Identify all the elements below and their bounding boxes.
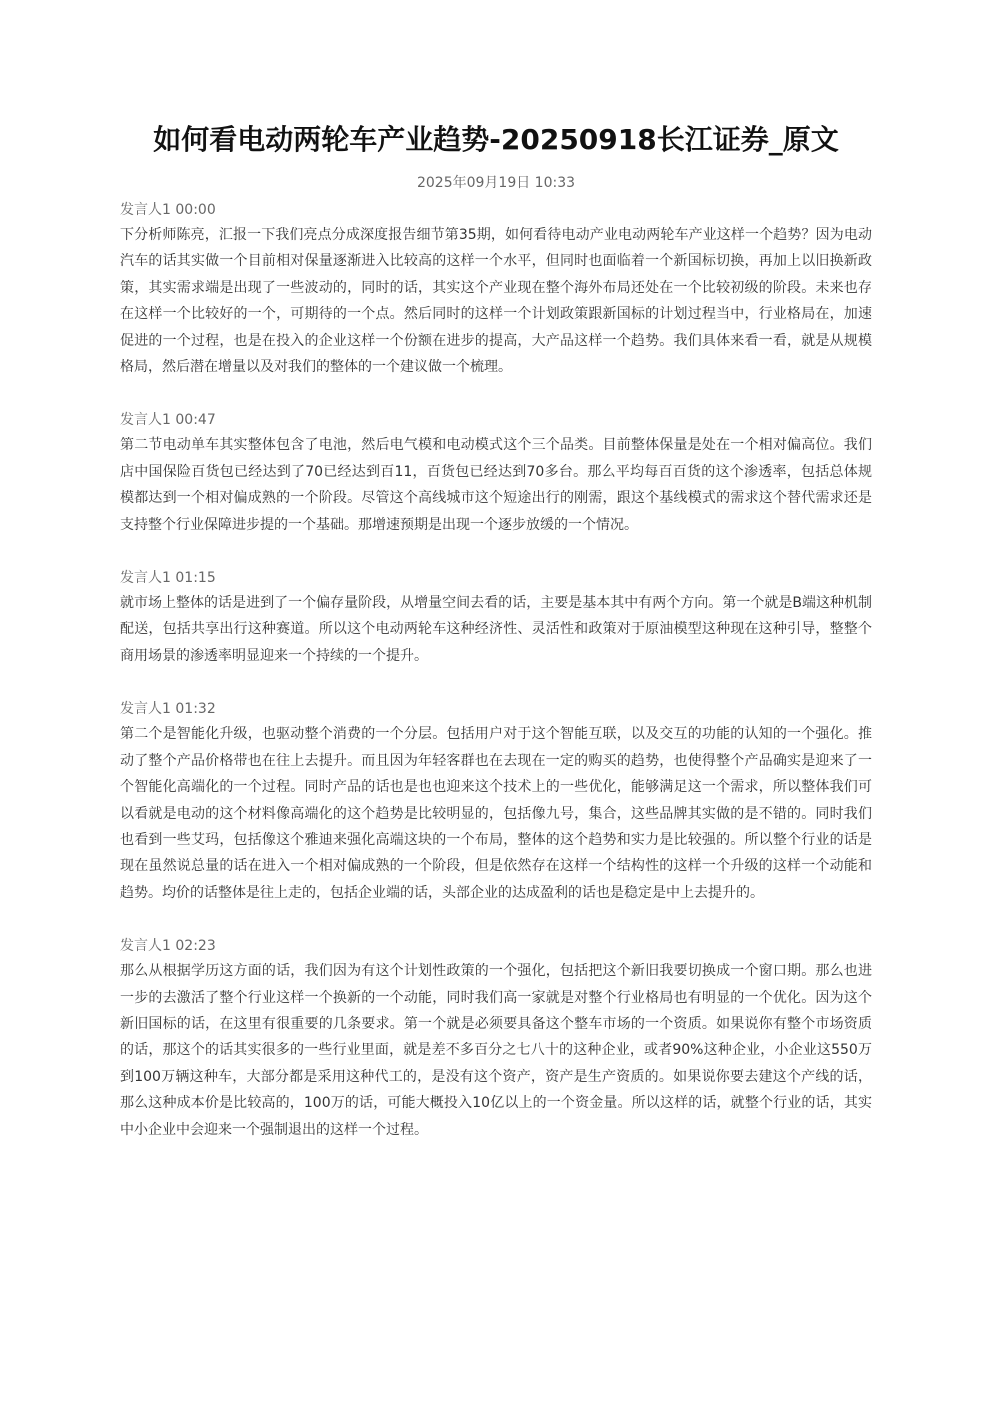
document-date: 2025年09月19日 10:33	[416, 175, 576, 191]
document-title: 如何看电动两轮车产业趋势-20250918长江证券_原文	[153, 123, 839, 156]
speaker-header	[120, 566, 872, 590]
segment-text: 那么从根据学历这方面的话，我们因为有这个计划性政策的一个强化，包括把这个新旧我要切换成一个窗口期。那么也进一步的去激活了整个行业这样一个换新的一个动能，同时我们高一家就是对整个行业格局也有明显的一个优化。因为这个新旧国标的话，在这里有很重要的几条要求。第一个就是必须要具备这个整车市场的一个资质。如果说你有整个市场资质的话，那这个的话其实很多的一些行业里面，就是差不多百分之七八十的这种企业，或者90%这种企业，小企业这550万到100万辆这种车，大部分都是采用这种代工的，是没有这个资产，资产是生产资质的。如果说你要去建这个产线的话，那么这种成本价是比较高的，100万的话，可能大概投入10亿以上的一个资金量。所以这样的话，就整个行业的话，其实中小企业中会迎来一个强制退出的这样一个过程。	[120, 963, 872, 1138]
transcript-segment	[120, 697, 872, 906]
transcript-segment	[120, 566, 872, 669]
speaker-timestamp: 00:47	[175, 412, 216, 429]
speaker-name: 发言人1	[120, 701, 171, 718]
speaker-header	[120, 934, 872, 958]
speaker-name: 发言人1	[120, 412, 171, 429]
speaker-name: 发言人1	[120, 938, 171, 955]
speaker-name: 发言人1	[120, 570, 171, 587]
segment-text: 就市场上整体的话是进到了一个偏存量阶段，从增量空间去看的话，主要是基本其中有两个方向。第一个就是B端这种机制配送，包括共享出行这种赛道。所以这个电动两轮车这种经济性、灵活性和政策对于原油模型这种现在这种引导，整整个商用场景的渗透率明显迎来一个持续的一个提升。	[120, 595, 872, 664]
speaker-timestamp: 01:32	[175, 701, 216, 718]
speaker-timestamp: 00:00	[175, 202, 216, 218]
speaker-header	[120, 697, 872, 721]
speaker-name: 发言人1	[120, 202, 171, 218]
speaker-header	[120, 408, 872, 432]
segment-text: 下分析师陈亮，汇报一下我们亮点分成深度报告细节第35期，如何看待电动产业电动两轮车产业这样一个趋势？因为电动汽车的话其实做一个目前相对保量逐渐进入比较高的这样一个水平，但同时也面临着一个新国标切换，再加上以旧换新政策，其实需求端是出现了一些波动的，同时的话，其实这个产业现在整个海外布局还处在一个比较初级的阶段。未来也存在这样一个比较好的一个，可期待的一个点。然后同时的这样一个计划政策跟新国标的计划过程当中，行业格局在，加速促进的一个过程，也是在投入的企业这样一个份额在进步的提高，大产品这样一个趋势。我们具体来看一看，就是从规模格局，然后潜在增量以及对我们的整体的一个建议做一个梳理。	[120, 227, 872, 376]
speaker-timestamp: 01:15	[175, 570, 216, 587]
speaker-timestamp: 02:23	[175, 938, 216, 955]
transcript-segment	[120, 408, 872, 538]
transcript-segment	[120, 934, 872, 1143]
transcript-segment	[120, 198, 872, 380]
segment-text: 第二节电动单车其实整体包含了电池，然后电气模和电动模式这个三个品类。目前整体保量是处在一个相对偏高位。我们店中国保险百货包已经达到了70已经达到百11，百货包已经达到70多台。那么平均每百百货的这个渗透率，包括总体规模都达到一个相对偏成熟的一个阶段。尽管这个高线城市这个短途出行的刚需，跟这个基线模式的需求这个替代需求还是支持整个行业保障进步提的一个基础。那增速预期是出现一个逐步放缓的一个情况。	[120, 437, 872, 533]
speaker-header	[120, 198, 872, 222]
transcript-body	[120, 198, 872, 1171]
segment-text: 第二个是智能化升级，也驱动整个消费的一个分层。包括用户对于这个智能互联，以及交互的功能的认知的一个强化。推动了整个产品价格带也在往上去提升。而且因为年轻客群也在去现在一定的购买的趋势，也使得整个产品确实是迎来了一个智能化高端化的一个过程。同时产品的话也是也也迎来这个技术上的一些优化，能够满足这一个需求，所以整体我们可以看就是电动的这个材料像高端化的这个趋势是比较明显的，包括像九号，集合，这些品牌其实做的是不错的。同时我们也看到一些艾玛，包括像这个雅迪来强化高端这块的一个布局，整体的这个趋势和实力是比较强的。所以整个行业的话是现在虽然说总量的话在进入一个相对偏成熟的一个阶段，但是依然存在这样一个结构性的这样一个升级的这样一个动能和趋势。均价的话整体是往上走的，包括企业端的话，头部企业的达成盈利的话也是稳定是中上去提升的。	[120, 726, 872, 901]
